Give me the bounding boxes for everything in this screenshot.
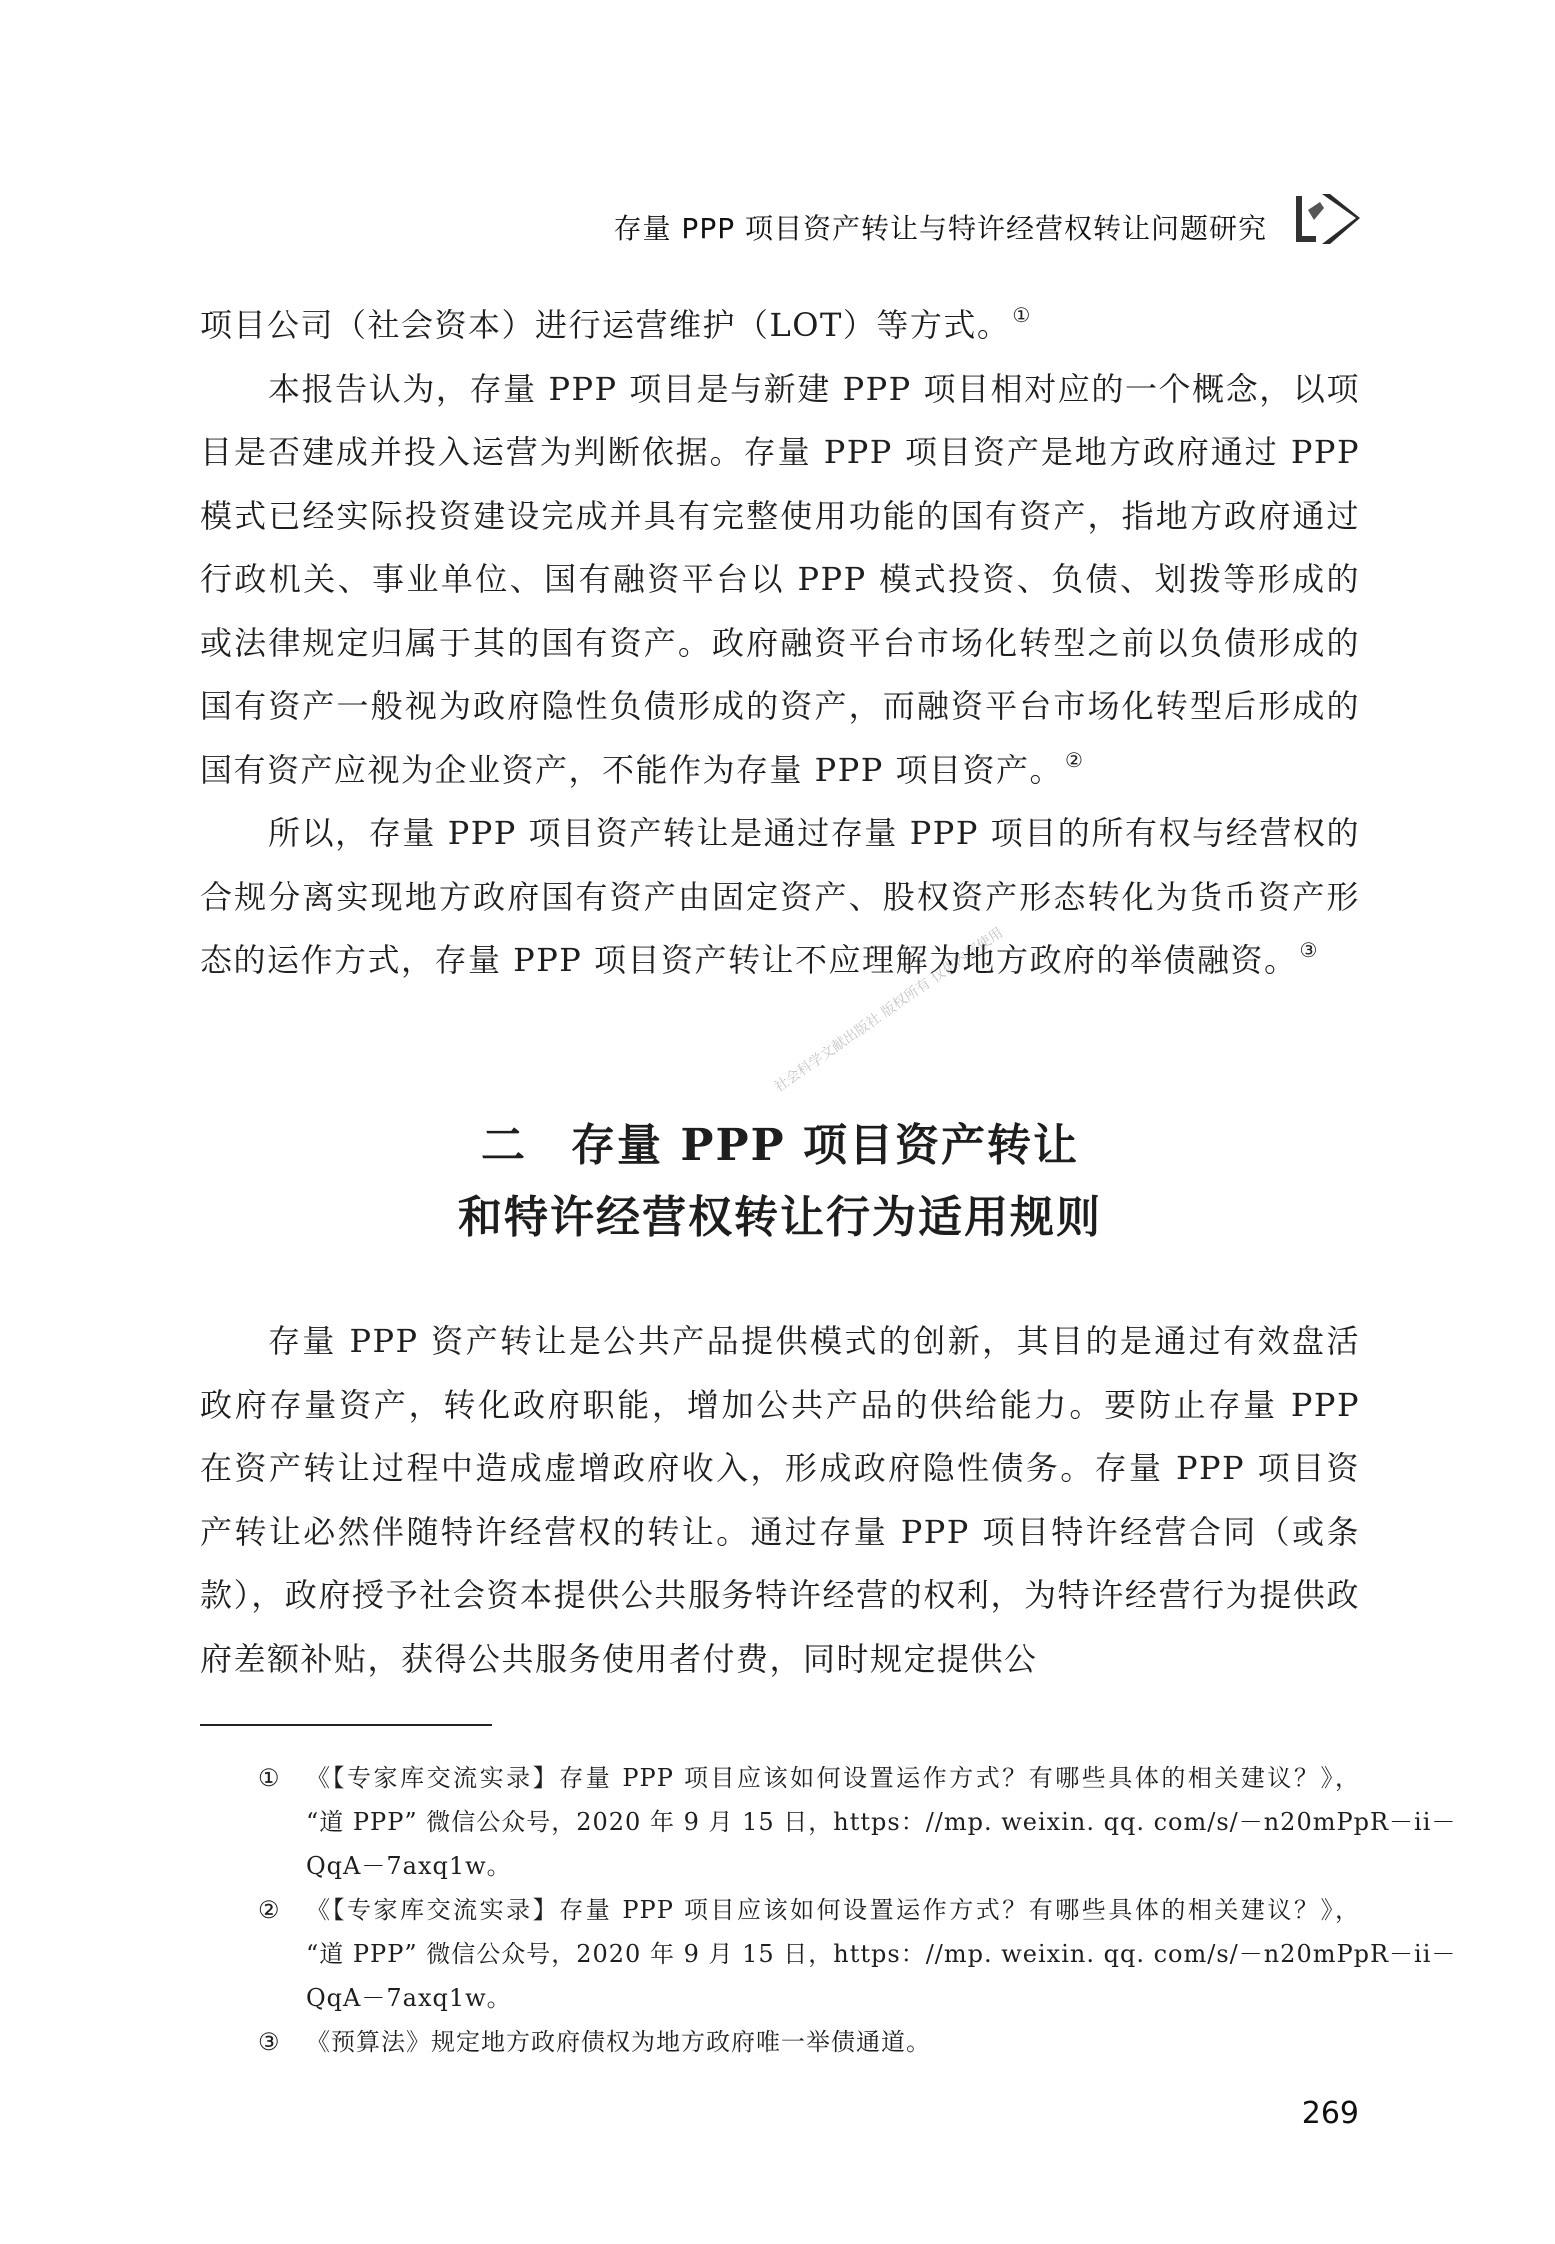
footnotes bbox=[258, 1756, 1457, 2064]
paragraph-3-text: 所以，存量 PPP 项目资产转让是通过存量 PPP 项目的所有权与经营权的合规分离实现地方政府国有资产由固定资产、股权资产形态转化为货币资产形态的运作方式，存量 PPP 项目资产转让不应理解为地方政府的举债融资。 bbox=[200, 814, 1360, 979]
paragraph-2 bbox=[200, 358, 1360, 803]
footnote-1-line-2: “道 PPP” 微信公众号，2020 年 9 月 15 日，https：//mp. weixin. qq. com/s/－n20mPpR－ii－ bbox=[306, 1808, 1457, 1836]
paragraph-1-text: 项目公司（社会资本）进行运营维护（LOT）等方式。 bbox=[200, 306, 1011, 344]
footnote-ref-3: ③ bbox=[1299, 938, 1319, 962]
footnote-1-line-3: QqA－7axq1w。 bbox=[306, 1852, 512, 1880]
body-text-bottom bbox=[200, 1310, 1360, 1691]
paragraph-4: 存量 PPP 资产转让是公共产品提供模式的创新，其目的是通过有效盘活政府存量资产，转化政府职能，增加公共产品的供给能力。要防止存量 PPP 在资产转让过程中造成虚增政府收入，形成政府隐性债务。存量 PPP 项目资产转让必然伴随特许经营权的转让。通过存量 PPP 项目特许经营合同（或条款），政府授予社会资本提供公共服务特许经营的权利，为特许经营行为提供政府差额补贴，获得公共服务使用者付费，同时规定提供公 bbox=[200, 1322, 1360, 1678]
footnote-divider bbox=[200, 1724, 492, 1726]
footnote-ref-2: ② bbox=[1064, 747, 1085, 772]
footnote-mark-1: ① bbox=[258, 1764, 281, 1792]
section-title-line-2: 和特许经营权转让行为适用规则 bbox=[458, 1192, 1102, 1243]
footnote-2-line-3: QqA－7axq1w。 bbox=[306, 1984, 512, 2012]
paragraph-2-text: 本报告认为，存量 PPP 项目是与新建 PPP 项目相对应的一个概念，以项目是否建成并投入运营为判断依据。存量 PPP 项目资产是地方政府通过 PPP 模式已经实际投资建设完成并具有完整使用功能的国有资产，指地方政府通过行政机关、事业单位、国有融资平台以 PPP 模式投资、负债、划拨等形成的或法律规定归属于其的国有资产。政府融资平台市场化转型之前以负债形成的国有资产一般视为政府隐性负债形成的资产，而融资平台市场化转型后形成的国有资产应视为企业资产，不能作为存量 PPP 项目资产。 bbox=[200, 369, 1360, 789]
paragraph-3 bbox=[200, 802, 1360, 993]
section-heading bbox=[200, 1110, 1360, 1254]
footnote-3 bbox=[258, 2020, 1360, 2064]
footnote-1 bbox=[258, 1756, 1457, 1888]
section-number: 二 bbox=[481, 1120, 528, 1171]
footnote-2 bbox=[258, 1888, 1457, 2020]
section-title-line-1: 存量 PPP 项目资产转让 bbox=[571, 1120, 1079, 1171]
page-number: 269 bbox=[1301, 2096, 1359, 2131]
paragraph-1 bbox=[200, 294, 1360, 358]
section-heading-line-1 bbox=[200, 1110, 1360, 1182]
book-chapter-icon bbox=[1294, 190, 1360, 246]
watermark: 社会科学文献出版社 版权所有 仅供内部使用 bbox=[771, 924, 1007, 1096]
footnote-2-line-2: “道 PPP” 微信公众号，2020 年 9 月 15 日，https：//mp. weixin. qq. com/s/－n20mPpR－ii－ bbox=[306, 1940, 1457, 1968]
running-header-title: 存量 PPP 项目资产转让与特许经营权转让问题研究 bbox=[613, 212, 1267, 245]
footnote-2-line-1: 《【专家库交流实录】存量 PPP 项目应该如何设置运作方式？有哪些具体的相关建议？》， bbox=[306, 1896, 1360, 1924]
body-text-top bbox=[200, 294, 1360, 993]
footnote-mark-2: ② bbox=[258, 1896, 281, 1924]
footnote-ref-1: ① bbox=[1012, 303, 1032, 327]
footnote-1-line-1: 《【专家库交流实录】存量 PPP 项目应该如何设置运作方式？有哪些具体的相关建议？》， bbox=[306, 1764, 1360, 1792]
footnote-3-line-1: 《预算法》规定地方政府债权为地方政府唯一举债通道。 bbox=[306, 2028, 931, 2056]
footnote-mark-3: ③ bbox=[258, 2028, 281, 2056]
